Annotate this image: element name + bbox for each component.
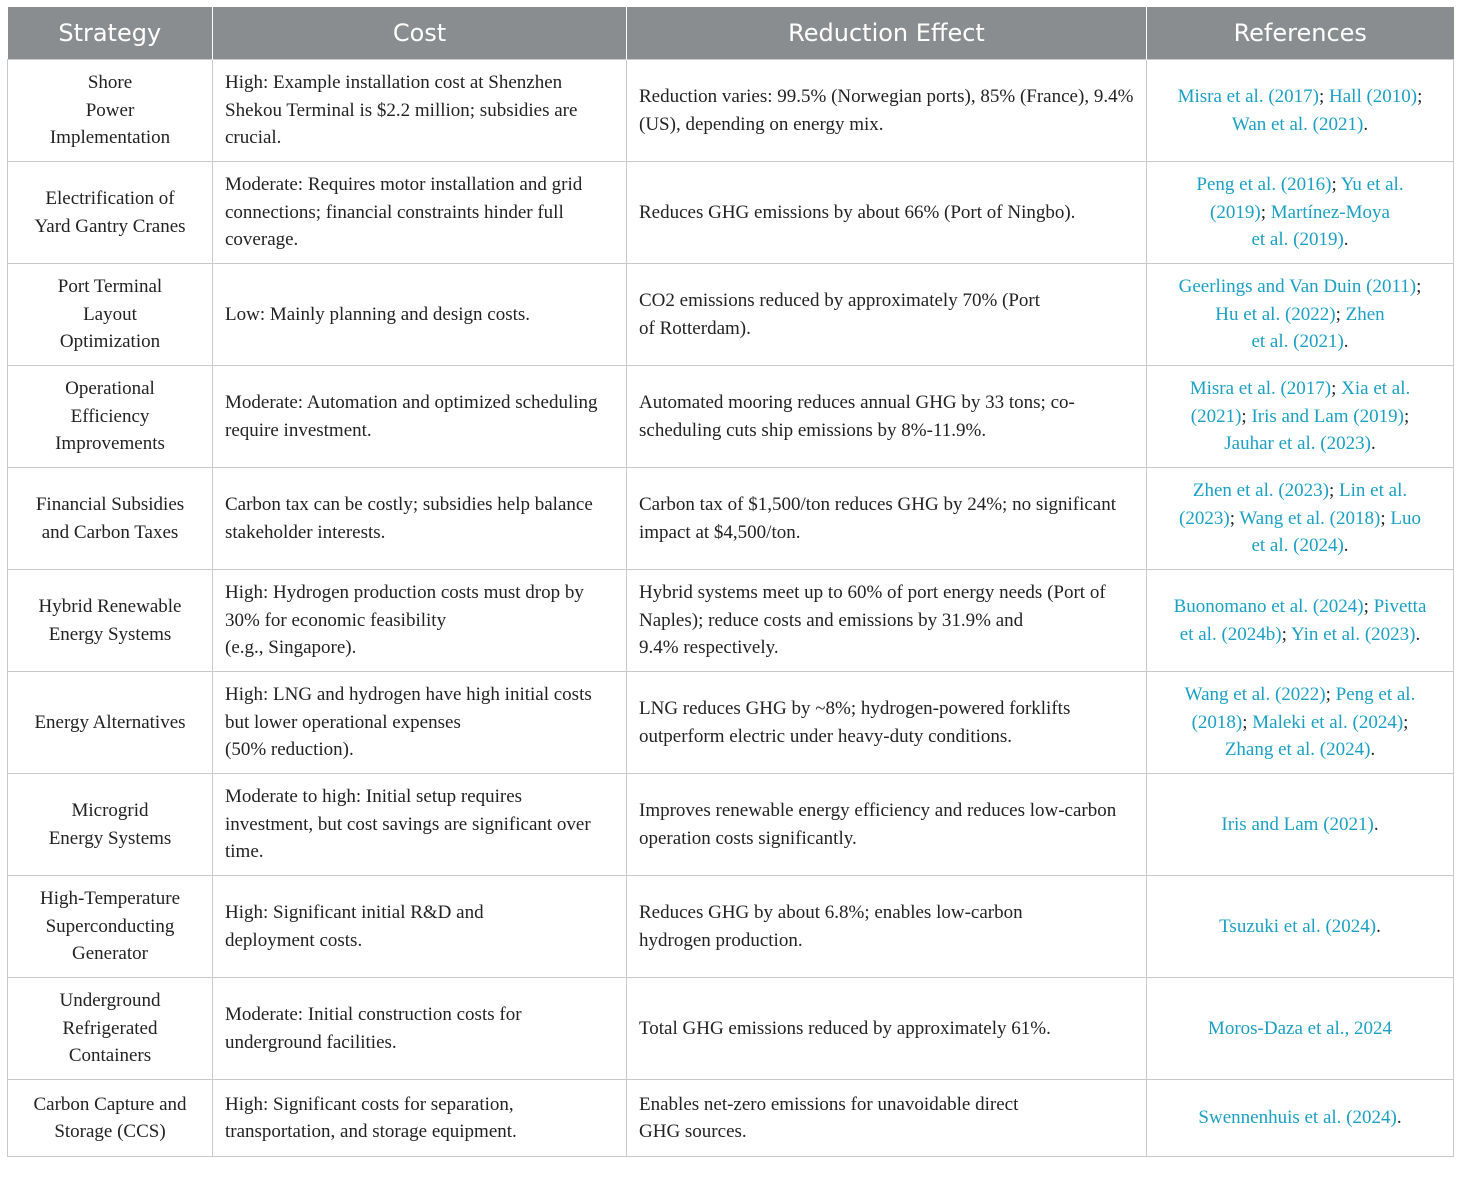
reference-link[interactable]: Geerlings and Van Duin (2011) (1178, 276, 1417, 298)
reduction-effect-cell (627, 1080, 1147, 1157)
strategy-cell-text: High-Temperature Superconducting Generator (39, 888, 181, 965)
strategy-cell-text: Port Terminal Layout Optimization (57, 276, 163, 353)
reference-separator: ; (1281, 623, 1291, 645)
reduction-effect-cell (627, 366, 1147, 468)
strategy-cell (8, 366, 213, 468)
reference-separator: ; (1242, 711, 1253, 733)
strategy-cell (8, 264, 213, 366)
reference-link[interactable]: Wang et al. (2018) (1239, 507, 1381, 529)
reference-link[interactable]: Iris and Lam (2019) (1251, 405, 1404, 427)
reduction-effect-cell-text: Automated mooring reduces annual GHG by 33 tons; co-scheduling cuts ship emissions by 8%-11.9%. (639, 392, 1075, 441)
cost-cell-text: High: LNG and hydrogen have high initial costs but lower operational expenses (50% reduction). (225, 684, 592, 761)
reference-link[interactable]: Hu et al. (2022) (1215, 303, 1336, 325)
references-cell (1147, 162, 1454, 264)
reference-link[interactable]: Yu et al. (2019) (1210, 174, 1404, 223)
strategy-cell (8, 774, 213, 876)
reference-separator: ; (1335, 303, 1346, 325)
reference-link[interactable]: Yin et al. (2023) (1290, 623, 1416, 645)
table-row (8, 468, 1454, 570)
header-row (8, 7, 1454, 60)
cost-cell (213, 978, 627, 1080)
table-row (8, 264, 1454, 366)
cost-cell (213, 162, 627, 264)
reduction-effect-cell-text: Hybrid systems meet up to 60% of port energy needs (Port of Naples); reduce costs and emissions by 31.9% and 9.4% respectively. (639, 582, 1106, 659)
cost-cell (213, 570, 627, 672)
cost-cell-text: High: Significant initial R&D and deployment costs. (225, 902, 484, 951)
strategy-cell-text: Shore Power Implementation (49, 72, 171, 149)
reduction-effect-cell-text: Improves renewable energy efficiency and reduces low-carbon operation costs significantly. (639, 800, 1117, 849)
strategy-cell-text: Operational Efficiency Improvements (55, 378, 165, 455)
table-row (8, 60, 1454, 162)
references-cell (1147, 978, 1454, 1080)
references-cell (1147, 672, 1454, 774)
reference-link[interactable]: Swennenhuis et al. (2024) (1198, 1107, 1397, 1129)
table-header (8, 7, 1454, 60)
reference-link[interactable]: Tsuzuki et al. (2024) (1219, 915, 1377, 937)
reduction-effect-cell-text: CO2 emissions reduced by approximately 70% (Port of Rotterdam). (639, 290, 1041, 339)
reference-link[interactable]: Zhen et al. (2021) (1251, 303, 1385, 353)
reduction-effect-cell-text: LNG reduces GHG by ~8%; hydrogen-powered forklifts outperform electric under heavy-duty conditions. (639, 698, 1071, 747)
cost-cell (213, 876, 627, 978)
reference-link[interactable]: Martínez-Moya et al. (2019) (1251, 201, 1390, 251)
references-cell (1147, 468, 1454, 570)
cost-cell-text: High: Significant costs for separation, transportation, and storage equipment. (225, 1093, 517, 1142)
strategy-cell (8, 162, 213, 264)
reference-link[interactable]: Wan et al. (2021) (1231, 113, 1364, 135)
reference-separator: ; (1229, 507, 1240, 529)
cost-cell (213, 774, 627, 876)
reference-separator: ; (1241, 405, 1252, 427)
reference-separator: ; (1403, 711, 1409, 733)
strategy-cell-text: Underground Refrigerated Containers (59, 990, 161, 1067)
reduction-effect-cell (627, 774, 1147, 876)
references-cell (1147, 366, 1454, 468)
reference-separator: ; (1260, 201, 1271, 223)
reference-link[interactable]: Xia et al. (2021) (1190, 378, 1411, 427)
reference-separator: ; (1331, 174, 1341, 196)
header-reduction-effect: Reduction Effect (627, 7, 1147, 60)
reference-link[interactable]: Misra et al. (2017) (1189, 378, 1332, 400)
table-row (8, 570, 1454, 672)
reference-link[interactable]: Hall (2010) (1329, 86, 1418, 107)
cost-cell (213, 60, 627, 162)
reference-separator: . (1370, 433, 1376, 455)
cost-cell-text: Moderate: Initial construction costs for underground facilities. (225, 1004, 522, 1053)
strategy-cell-text: Microgrid Energy Systems (48, 800, 172, 849)
reference-link[interactable]: Zhen et al. (2023) (1192, 480, 1330, 502)
references-cell (1147, 774, 1454, 876)
reference-separator: . (1343, 229, 1349, 251)
strategy-cell (8, 876, 213, 978)
strategy-cell-text: Hybrid Renewable Energy Systems (38, 596, 182, 645)
reduction-effect-cell (627, 570, 1147, 672)
reference-separator: ; (1325, 684, 1336, 706)
strategy-cell-text: Energy Alternatives (34, 711, 186, 733)
reference-separator: ; (1331, 378, 1342, 400)
reference-separator: ; (1403, 405, 1410, 427)
strategy-cell (8, 672, 213, 774)
reference-link[interactable]: Jauhar et al. (2023) (1224, 433, 1371, 455)
references-cell (1147, 264, 1454, 366)
strategy-cell (8, 570, 213, 672)
strategy-cell-text: Carbon Capture and Storage (CCS) (33, 1093, 187, 1142)
cost-cell (213, 468, 627, 570)
reference-link[interactable]: Iris and Lam (2021) (1221, 813, 1374, 835)
reduction-effect-cell (627, 162, 1147, 264)
reduction-effect-cell (627, 468, 1147, 570)
strategy-cell-text: Financial Subsidies and Carbon Taxes (35, 494, 185, 543)
table-row (8, 774, 1454, 876)
cost-cell (213, 366, 627, 468)
reference-link[interactable]: Zhang et al. (2024) (1224, 739, 1371, 761)
reference-link[interactable]: Peng et al. (2016) (1196, 174, 1332, 196)
table-body (8, 60, 1454, 1157)
references-cell (1147, 570, 1454, 672)
reduction-effect-cell-text: Reduction varies: 99.5% (Norwegian ports), 85% (France), 9.4% (US), depending on energy mix. (639, 86, 1134, 135)
reduction-effect-cell-text: Carbon tax of $1,500/ton reduces GHG by 24%; no significant impact at $4,500/ton. (639, 494, 1117, 543)
cost-cell-text: High: Example installation cost at Shenzhen Shekou Terminal is $2.2 million; subsidies are crucial. (225, 72, 578, 149)
cost-cell-text: Moderate to high: Initial setup requires investment, but cost savings are significant over time. (225, 786, 591, 863)
table-row (8, 1080, 1454, 1157)
reduction-effect-cell-text: Reduces GHG by about 6.8%; enables low-carbon hydrogen production. (639, 902, 1023, 951)
header-strategy: Strategy (8, 7, 213, 60)
reduction-effect-cell (627, 672, 1147, 774)
reference-link[interactable]: Buonomano et al. (2024) (1173, 596, 1364, 617)
table-row (8, 366, 1454, 468)
reference-link[interactable]: Peng et al. (2018) (1191, 684, 1416, 733)
reduction-effect-cell-text: Total GHG emissions reduced by approximately 61%. (639, 1017, 1051, 1039)
reference-separator: ; (1417, 86, 1423, 107)
table-row (8, 978, 1454, 1080)
reference-link[interactable]: Maleki et al. (2024) (1252, 711, 1404, 733)
references-cell (1147, 876, 1454, 978)
cost-cell (213, 1080, 627, 1157)
reference-link[interactable]: Misra et al. (2017) (1177, 86, 1319, 107)
reduction-effect-cell (627, 60, 1147, 162)
reduction-effect-cell (627, 264, 1147, 366)
reference-link[interactable]: Moros-Daza et al., 2024 (1207, 1017, 1393, 1039)
reference-link[interactable]: Wang et al. (2022) (1184, 684, 1326, 706)
reference-separator: . (1373, 813, 1379, 835)
cost-cell (213, 264, 627, 366)
header-references: References (1147, 7, 1454, 60)
reference-link[interactable]: Luo et al. (2024) (1251, 507, 1421, 557)
strategy-table (7, 7, 1454, 1157)
strategy-cell (8, 978, 213, 1080)
strategy-cell (8, 1080, 213, 1157)
reduction-effect-cell (627, 876, 1147, 978)
reduction-effect-cell-text: Enables net-zero emissions for unavoidable direct GHG sources. (639, 1093, 1019, 1142)
reference-separator: . (1415, 623, 1421, 645)
table-row (8, 876, 1454, 978)
reference-separator: . (1363, 113, 1369, 135)
references-cell (1147, 1080, 1454, 1157)
reference-separator: . (1396, 1107, 1402, 1129)
reference-separator: ; (1329, 480, 1340, 502)
cost-cell-text: Carbon tax can be costly; subsidies help balance stakeholder interests. (225, 494, 593, 543)
cost-cell-text: Low: Mainly planning and design costs. (225, 303, 531, 325)
strategy-cell-text: Electrification of Yard Gantry Cranes (34, 188, 186, 237)
reference-separator: . (1343, 535, 1349, 557)
reference-separator: . (1370, 739, 1376, 761)
table-row (8, 672, 1454, 774)
reference-separator: ; (1380, 507, 1391, 529)
reference-separator: . (1376, 915, 1381, 937)
reduction-effect-cell-text: Reduces GHG emissions by about 66% (Port of Ningbo). (639, 201, 1076, 223)
reference-link[interactable]: Pivetta et al. (2024b) (1179, 596, 1427, 645)
cost-cell-text: Moderate: Automation and optimized scheduling require investment. (225, 392, 598, 441)
cost-cell (213, 672, 627, 774)
reference-separator: ; (1363, 596, 1374, 617)
reduction-effect-cell (627, 978, 1147, 1080)
reference-separator: ; (1416, 276, 1422, 298)
cost-cell-text: Moderate: Requires motor installation and grid connections; financial constraints hinder full coverage. (225, 174, 583, 251)
strategy-cell (8, 468, 213, 570)
reference-separator: ; (1318, 86, 1330, 107)
reference-link[interactable]: Lin et al. (2023) (1179, 480, 1408, 529)
cost-cell-text: High: Hydrogen production costs must drop by 30% for economic feasibility (e.g., Singapore). (225, 582, 584, 659)
references-cell (1147, 60, 1454, 162)
strategy-cell (8, 60, 213, 162)
reference-separator: . (1343, 331, 1349, 353)
header-cost: Cost (213, 7, 627, 60)
table-row (8, 162, 1454, 264)
